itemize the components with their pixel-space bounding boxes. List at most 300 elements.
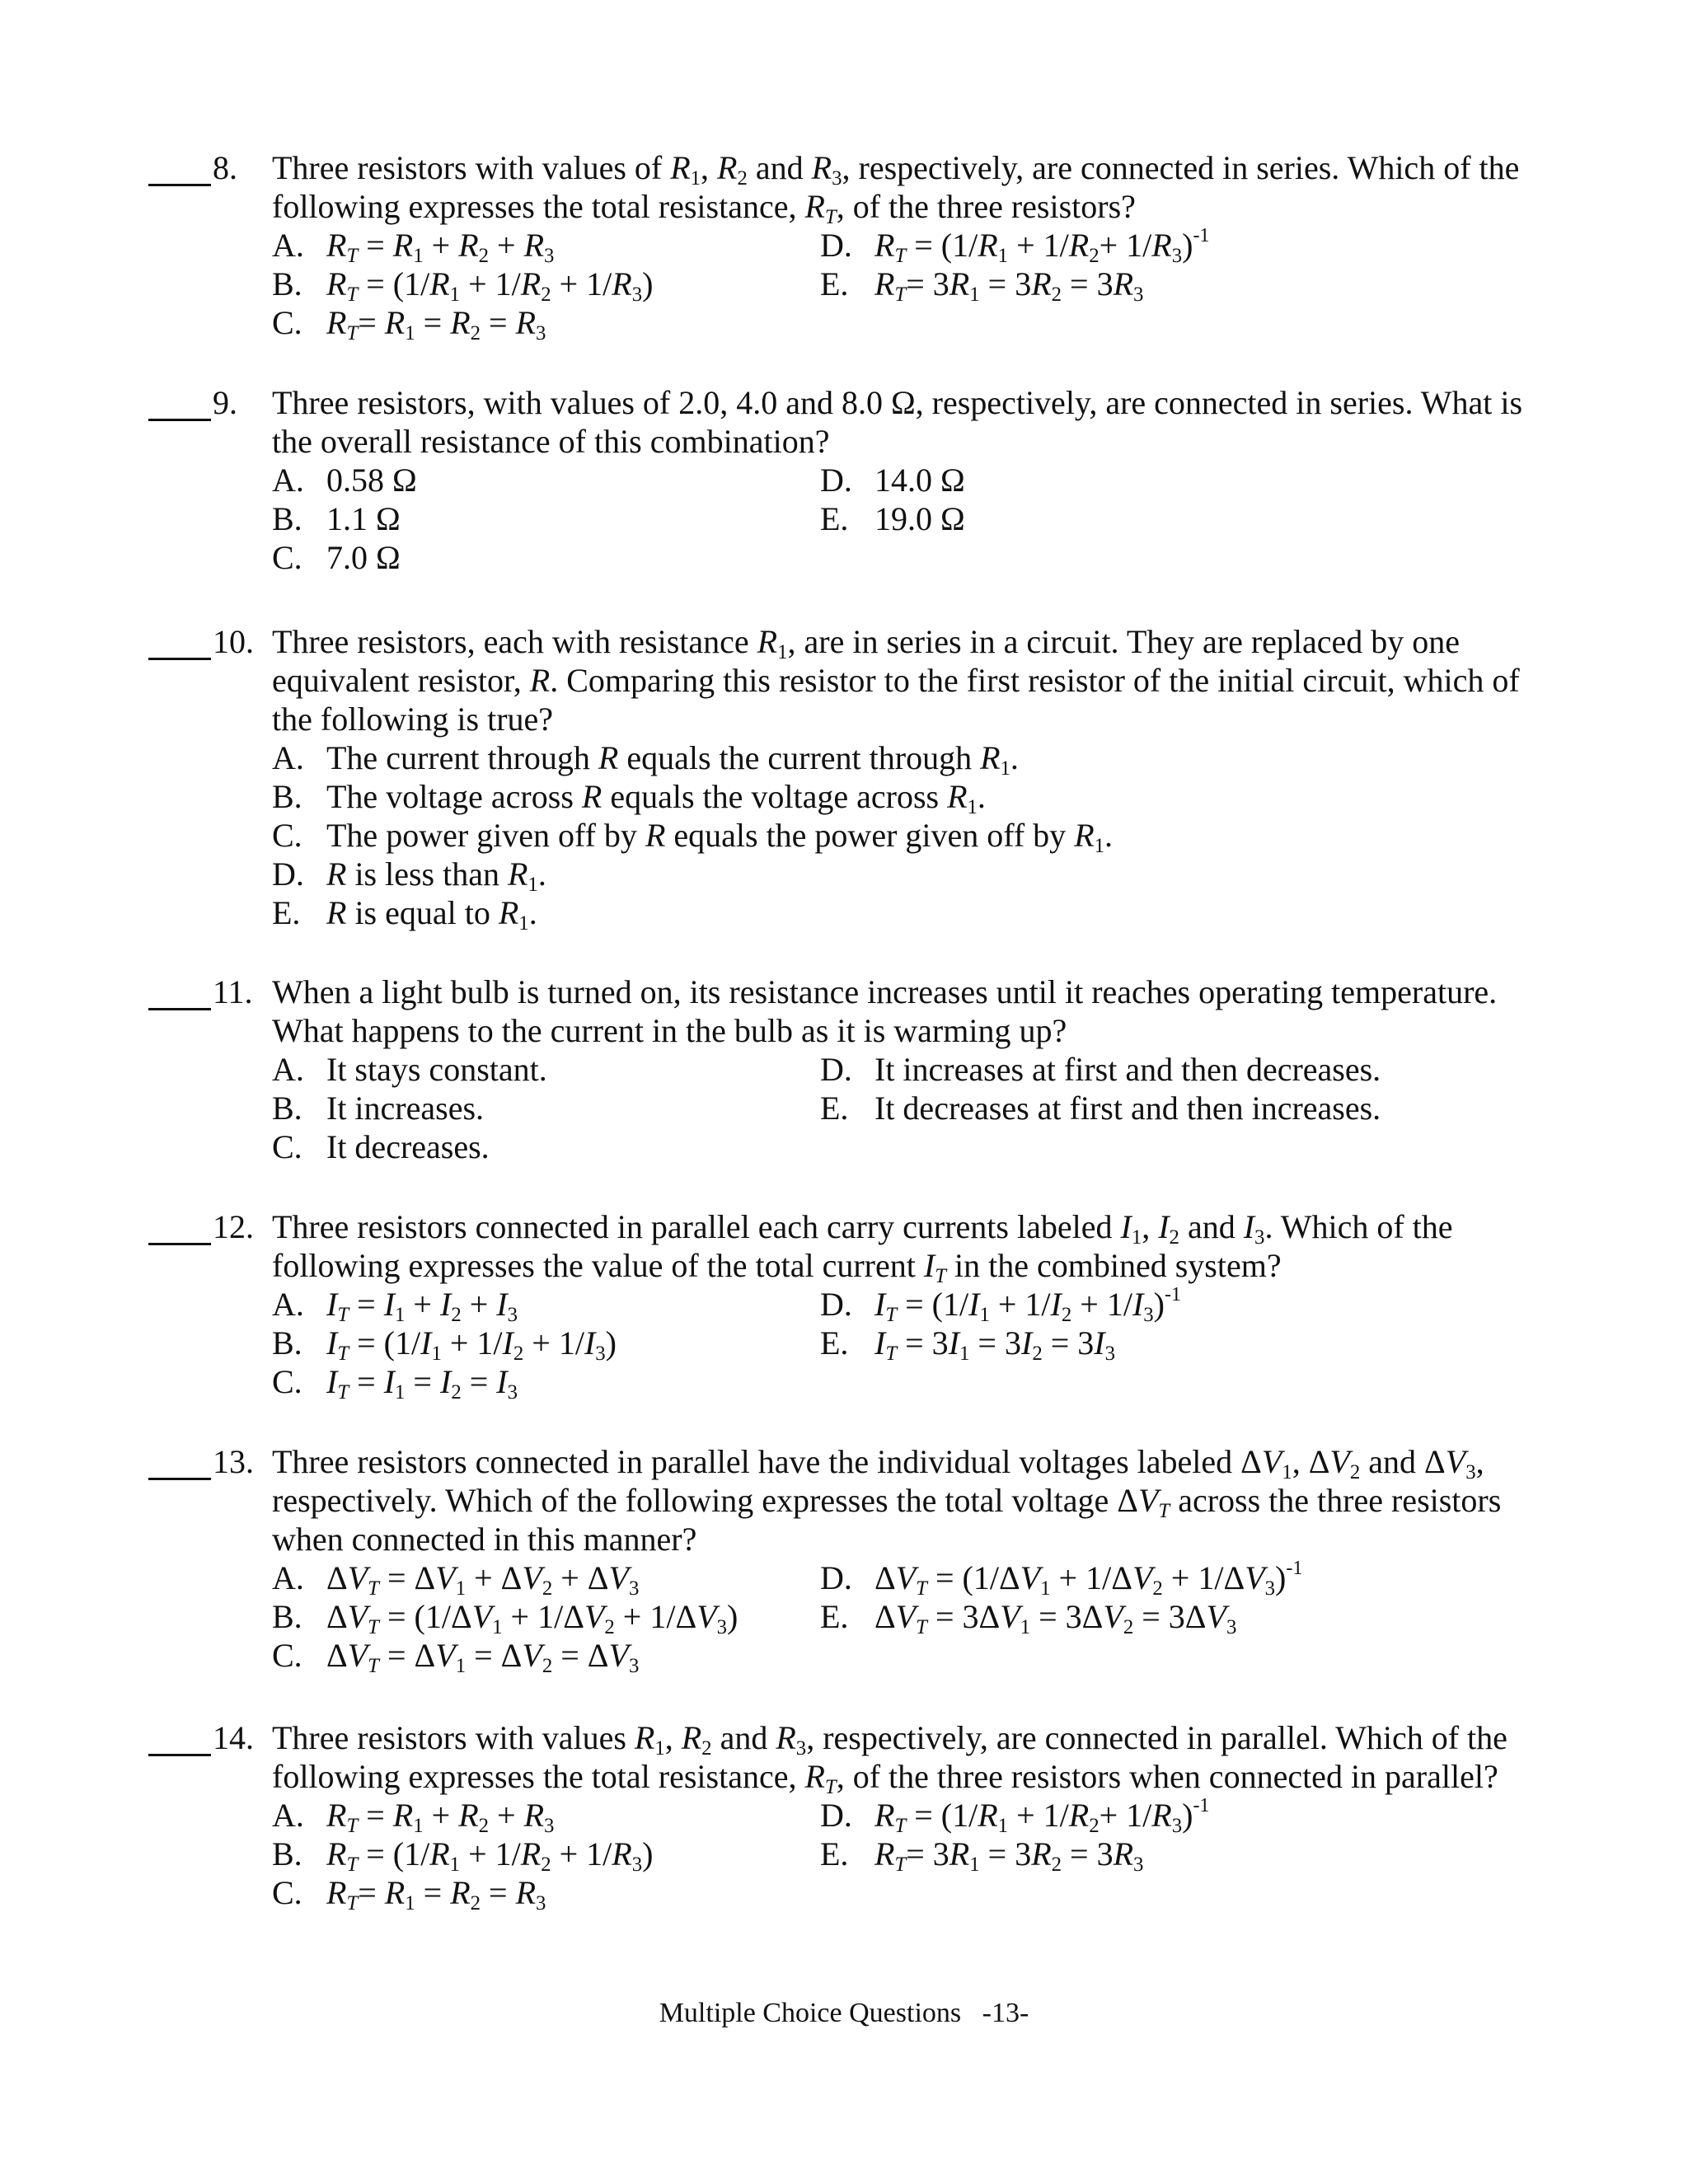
subscript: 1	[455, 1577, 467, 1600]
variable: I	[1020, 1324, 1033, 1361]
option-text: $R_T = R_1 + R_2 + R_3$	[326, 1797, 555, 1837]
variable: R	[978, 227, 998, 264]
option-letter: E.	[820, 1835, 849, 1872]
option-row	[272, 1285, 1541, 1324]
option-row	[272, 226, 1541, 265]
answer-option	[272, 893, 1541, 935]
answer-option	[272, 777, 1541, 816]
subscript: 2	[470, 1891, 481, 1915]
option-letter: B.	[272, 1835, 302, 1872]
subscript: T	[346, 321, 359, 344]
variable: R	[392, 227, 414, 264]
variable: I	[1243, 1208, 1255, 1245]
option-row	[272, 1597, 1541, 1636]
option-letter: E.	[272, 894, 301, 931]
option-letter: A.	[272, 462, 304, 499]
subscript: 2	[1123, 1615, 1134, 1638]
option-text: $I_T = 3I_1 = 3I_2 = 3I_3$	[874, 1324, 1116, 1365]
variable: V	[895, 1559, 917, 1596]
subscript: 3	[536, 1891, 546, 1915]
subscript: 2	[470, 321, 481, 344]
variable: R	[523, 227, 545, 264]
subscript: 1	[1020, 1615, 1031, 1638]
question-14	[148, 1718, 1541, 1915]
question-header	[148, 383, 1541, 461]
answer-option	[820, 226, 1209, 265]
variable: V	[1206, 1598, 1226, 1635]
answer-blank[interactable]	[148, 148, 211, 186]
option-text: $I_T = I_1 + I_2 + I_3$	[326, 1286, 518, 1326]
subscript: 1	[405, 1891, 415, 1915]
answer-option	[272, 1324, 820, 1365]
subscript: 1	[1000, 757, 1010, 780]
answer-option	[272, 538, 820, 577]
variable: V	[435, 1637, 456, 1674]
variable: R	[670, 149, 691, 186]
subscript: 2	[451, 1303, 462, 1326]
superscript: -1	[1286, 1558, 1303, 1579]
variable: V	[584, 1598, 605, 1635]
variable: R	[515, 304, 537, 341]
option-letter: D.	[820, 1797, 852, 1834]
option-letter: D.	[820, 1286, 852, 1323]
option-letter: C.	[272, 817, 302, 854]
subscript: 3	[795, 1736, 807, 1760]
subscript: 2	[478, 244, 490, 267]
option-letter: C.	[272, 1637, 302, 1674]
option-letter: D.	[272, 855, 304, 893]
answer-option	[272, 265, 820, 306]
variable: R	[326, 265, 347, 302]
answer-option	[272, 738, 1541, 780]
option-row	[272, 1089, 1541, 1127]
variable: I	[1120, 1208, 1132, 1245]
subscript: T	[1158, 1499, 1170, 1522]
subscript: 3	[595, 1342, 606, 1365]
variable: R	[520, 1835, 542, 1872]
option-row	[272, 1127, 1541, 1166]
option-text: The power given off by R equals the power given off by $R_1$.	[326, 817, 1114, 857]
answer-option	[272, 816, 1541, 855]
subscript: T	[916, 1615, 927, 1638]
variable: R	[326, 227, 347, 264]
subscript: T	[337, 1342, 349, 1365]
subscript: 1	[492, 1615, 503, 1638]
variable: I	[584, 1324, 596, 1361]
subscript: 3	[536, 321, 546, 344]
options	[148, 1284, 1541, 1404]
subscript: 1	[1094, 834, 1105, 857]
subscript: 1	[690, 166, 701, 190]
subscript: 1	[997, 1814, 1009, 1837]
variable: I	[383, 1363, 396, 1400]
option-text: $R_T = R_1 + R_2 + R_3$	[326, 227, 555, 267]
option-letter: C.	[272, 304, 302, 341]
variable: R	[612, 265, 632, 302]
subscript: T	[346, 1814, 359, 1837]
options	[148, 1795, 1541, 1915]
question-12	[148, 1207, 1541, 1404]
variable: R	[1068, 227, 1090, 264]
option-text: $I_T = (1/I_1 + 1/I_2 + 1/I_3)$	[326, 1324, 617, 1365]
variable: R	[757, 623, 778, 660]
question-header	[148, 1442, 1541, 1558]
answer-option	[272, 303, 820, 342]
subscript: 2	[513, 1342, 524, 1365]
variable: V	[347, 1598, 368, 1635]
option-letter: E.	[820, 500, 849, 537]
variable: R	[804, 188, 825, 225]
subscript: T	[346, 1853, 359, 1876]
answer-blank[interactable]	[148, 1207, 211, 1245]
variable: I	[496, 1363, 508, 1400]
option-letter: A.	[272, 227, 304, 264]
subscript: T	[346, 283, 359, 306]
answer-option	[272, 1873, 820, 1915]
variable: R	[811, 149, 832, 186]
variable: R	[634, 1719, 655, 1756]
subscript: 3	[1171, 1814, 1183, 1837]
subscript: T	[824, 205, 837, 228]
answer-option	[820, 1835, 1144, 1876]
variable: R	[980, 739, 1001, 776]
answer-blank[interactable]	[148, 972, 211, 1010]
option-letter: D.	[820, 227, 852, 264]
question-8	[148, 148, 1541, 342]
variable: R	[523, 1797, 545, 1834]
answer-option	[272, 226, 820, 265]
subscript: 3	[1133, 283, 1144, 306]
subscript: T	[346, 244, 359, 267]
subscript: 2	[1089, 244, 1100, 267]
variable: R	[326, 894, 347, 931]
question-stem: Three resistors connected in parallel have the individual voltages labeled $\Delta V_1$, $\Delta V_2$ and $\Delta V_3$, respectively. Which of the following expresses the total voltage $\Delta V_T$ across the three resistors when connected in this manner?	[272, 1443, 1502, 1558]
option-text: $\Delta V_T = \Delta V_1 = \Delta V_2 = \Delta V_3$	[326, 1637, 640, 1677]
option-letter: D.	[820, 1559, 852, 1596]
subscript: 2	[541, 283, 551, 306]
option-text: It decreases.	[326, 1128, 490, 1165]
subscript: 3	[1264, 1577, 1276, 1600]
option-text: 14.0 Ω	[874, 462, 965, 499]
variable: I	[383, 1286, 396, 1323]
question-number: 8.	[213, 149, 237, 186]
subscript: T	[894, 283, 907, 306]
page-footer	[0, 1997, 1688, 2030]
variable: I	[439, 1286, 452, 1323]
variable: R	[681, 1719, 702, 1756]
option-letter: B.	[272, 1324, 302, 1361]
variable: I	[968, 1286, 980, 1323]
option-text: It stays constant.	[326, 1051, 547, 1088]
subscript: 3	[544, 244, 555, 267]
option-row	[272, 1324, 1541, 1365]
subscript: 2	[541, 1853, 551, 1876]
variable: R	[520, 265, 542, 302]
option-text: It increases.	[326, 1090, 485, 1127]
option-row	[272, 1835, 1541, 1876]
footer-section: Multiple Choice Questions	[659, 1998, 962, 2028]
variable: V	[522, 1559, 542, 1596]
subscript: T	[346, 1891, 359, 1915]
subscript: 3	[1133, 1853, 1144, 1876]
variable: I	[1132, 1286, 1144, 1323]
question-stem: Three resistors with values $R_1$, $R_2$ and $R_3$, respectively, are connected in parallel. Which of the following expresses the total resistance, $R_T$, of the three resistors when connected in parallel?	[272, 1719, 1507, 1798]
variable: R	[384, 304, 406, 341]
subscript: T	[894, 1814, 907, 1837]
answer-blank[interactable]	[148, 1442, 211, 1480]
subscript: 2	[701, 1736, 712, 1760]
subscript: 1	[969, 1853, 980, 1876]
variable: I	[420, 1324, 432, 1361]
subscript: 1	[413, 1814, 424, 1837]
option-row	[272, 1050, 1541, 1089]
subscript: 2	[1051, 283, 1062, 306]
option-text: $R_T= 3R_1 = 3R_2 = 3R_3$	[874, 265, 1144, 306]
variable: R	[458, 1797, 479, 1834]
answer-option	[820, 1796, 1209, 1835]
option-text: R is less than $R_1$.	[326, 855, 546, 896]
variable: V	[1137, 1482, 1159, 1519]
subscript: 2	[1089, 1814, 1100, 1837]
variable: R	[326, 1874, 347, 1911]
variable: V	[608, 1637, 629, 1674]
question-9	[148, 383, 1541, 577]
option-text: $\Delta V_T = 3\Delta V_1 = 3\Delta V_2 = 3\Delta V_3$	[874, 1598, 1237, 1638]
variable: V	[471, 1598, 493, 1635]
options	[148, 1050, 1541, 1166]
variable: R	[429, 265, 450, 302]
option-text: $R_T = (1/R_1 + 1/R_2 + 1/R_3)$	[326, 1835, 654, 1876]
option-letter: C.	[272, 1874, 302, 1911]
subscript: 1	[405, 321, 415, 344]
option-text: It increases at first and then decreases.	[874, 1051, 1381, 1088]
option-text: R is equal to $R_1$.	[326, 894, 537, 935]
variable: I	[326, 1324, 338, 1361]
variable: R	[384, 1874, 406, 1911]
question-13	[148, 1442, 1541, 1675]
variable: R	[949, 265, 970, 302]
answer-option	[820, 1285, 1181, 1324]
option-text: It decreases at first and then increases.	[874, 1090, 1381, 1127]
variable: R	[598, 739, 619, 776]
answer-option	[272, 1362, 820, 1404]
option-text: $R_T = (1/R_1 + 1/R_2 + 1/R_3)$	[326, 265, 654, 306]
option-text: $R_T= R_1 = R_2 = R_3$	[326, 1874, 546, 1915]
variable: I	[1094, 1324, 1105, 1361]
variable: R	[1151, 227, 1172, 264]
option-letter: E.	[820, 265, 849, 302]
variable: V	[347, 1637, 368, 1674]
footer-page-number: -13-	[982, 1998, 1029, 2028]
answer-option	[820, 461, 965, 499]
option-letter: E.	[820, 1324, 849, 1361]
question-header	[148, 148, 1541, 226]
variable: R	[450, 304, 471, 341]
option-text: 19.0 Ω	[874, 500, 965, 537]
option-letter: A.	[272, 1051, 304, 1088]
subscript: 1	[997, 244, 1009, 267]
answer-option	[272, 461, 820, 499]
question-number: 12.	[213, 1208, 254, 1245]
variable: I	[948, 1324, 960, 1361]
variable: R	[515, 1874, 537, 1911]
question-stem: Three resistors connected in parallel each carry currents labeled $I_1$, $I_2$ and $I_3$. Which of the following expresses the value of the total current $I_T$ in the combined system?	[272, 1208, 1453, 1287]
subscript: T	[368, 1615, 379, 1638]
variable: R	[874, 1835, 895, 1872]
variable: R	[1068, 1797, 1090, 1834]
subscript: 1	[969, 283, 980, 306]
subscript: 1	[395, 1303, 406, 1326]
option-text: $\Delta V_T = (1/\Delta V_1 + 1/\Delta V_2 + 1/\Delta V_3)$	[326, 1598, 738, 1638]
question-number: 13.	[213, 1443, 254, 1480]
variable: I	[1158, 1208, 1170, 1245]
option-text: $R_T = (1/R_1 + 1/R_2+ 1/R_3)^{-1}$	[874, 225, 1210, 267]
option-text: $\Delta V_T = (1/\Delta V_1 + 1/\Delta V_2 + 1/\Delta V_3)^{-1}$	[874, 1558, 1303, 1600]
variable: R	[429, 1835, 450, 1872]
answer-option	[820, 1558, 1303, 1600]
subscript: T	[885, 1342, 898, 1365]
option-letter: E.	[820, 1598, 849, 1635]
question-10	[148, 622, 1541, 935]
variable: R	[458, 227, 479, 264]
subscript: 2	[542, 1654, 553, 1677]
option-letter: B.	[272, 1090, 302, 1127]
option-letter: A.	[272, 1286, 304, 1323]
variable: I	[874, 1286, 886, 1323]
option-row	[272, 1796, 1541, 1835]
variable: R	[326, 304, 347, 341]
subscript: 1	[979, 1303, 990, 1326]
option-letter: A.	[272, 1797, 304, 1834]
variable: V	[1329, 1443, 1350, 1480]
subscript: 2	[737, 166, 748, 190]
subscript: 2	[1051, 1853, 1062, 1876]
option-row	[272, 461, 1541, 499]
variable: I	[502, 1324, 513, 1361]
question-header	[148, 1207, 1541, 1285]
variable: R	[1113, 1835, 1134, 1872]
variable: V	[895, 1598, 917, 1635]
subscript: 2	[604, 1615, 615, 1638]
answer-option	[272, 1050, 820, 1089]
variable: R	[612, 1835, 632, 1872]
variable: I	[923, 1247, 935, 1284]
variable: I	[326, 1286, 338, 1323]
subscript: 3	[507, 1380, 518, 1404]
variable: I	[874, 1324, 886, 1361]
superscript: -1	[1165, 1284, 1181, 1305]
option-text: The current through R equals the current through $R_1$.	[326, 739, 1019, 780]
option-text: $\Delta V_T = \Delta V_1 + \Delta V_2 + \Delta V_3$	[326, 1559, 640, 1600]
option-letter: B.	[272, 1598, 302, 1635]
option-letter: B.	[272, 778, 302, 815]
option-letter: C.	[272, 1128, 302, 1165]
option-letter: A.	[272, 739, 304, 776]
variable: V	[347, 1559, 368, 1596]
subscript: 2	[542, 1577, 553, 1600]
option-letter: A.	[272, 1559, 304, 1596]
subscript: 1	[431, 1342, 442, 1365]
subscript: 1	[449, 1853, 461, 1876]
option-row	[272, 265, 1541, 306]
answer-blank[interactable]	[148, 383, 211, 421]
subscript: 3	[1104, 1342, 1116, 1365]
variable: V	[1000, 1598, 1020, 1635]
subscript: 2	[451, 1380, 462, 1404]
subscript: T	[935, 1264, 946, 1287]
subscript: 3	[832, 166, 842, 190]
question-stem: Three resistors, each with resistance $R_1$, are in series in a circuit. They are replaced by one equivalent resistor, R. Comparing this resistor to the first resistor of the initial circuit, which of the following is true?	[272, 623, 1520, 738]
answer-option	[820, 1324, 1116, 1365]
subscript: 3	[1254, 1226, 1265, 1249]
option-letter: B.	[272, 500, 302, 537]
answer-option	[272, 499, 820, 538]
question-stem: When a light bulb is turned on, its resistance increases until it reaches operating temperature. What happens to the current in the bulb as it is warming up?	[272, 973, 1498, 1049]
option-row	[272, 303, 1541, 342]
variable: V	[1132, 1559, 1153, 1596]
answer-option	[820, 1597, 1236, 1636]
variable: V	[1245, 1559, 1265, 1596]
question-number: 9.	[213, 384, 237, 421]
option-row	[272, 1873, 1541, 1915]
option-text: $R_T= 3R_1 = 3R_2 = 3R_3$	[874, 1835, 1144, 1876]
answer-option	[272, 1558, 820, 1600]
answer-option	[820, 1050, 1381, 1089]
question-number: 10.	[213, 623, 254, 660]
answer-option	[820, 1089, 1381, 1127]
subscript: 1	[518, 912, 529, 935]
variable: V	[1445, 1443, 1466, 1480]
answer-option	[272, 1597, 820, 1636]
question-stem: Three resistors, with values of 2.0, 4.0 and 8.0 Ω, respectively, are connected in series. What is the overall resistance of this combination?	[272, 384, 1523, 460]
answer-blank[interactable]	[148, 1718, 211, 1756]
subscript: 2	[1032, 1342, 1043, 1365]
variable: R	[326, 1797, 347, 1834]
variable: V	[608, 1559, 629, 1596]
variable: R	[326, 855, 347, 893]
subscript: 3	[631, 283, 643, 306]
answer-option	[272, 1127, 820, 1166]
subscript: 1	[777, 640, 788, 663]
subscript: 2	[1061, 1303, 1072, 1326]
variable: R	[392, 1797, 414, 1834]
subscript: 3	[631, 1853, 643, 1876]
subscript: 1	[1282, 1460, 1292, 1483]
subscript: T	[885, 1303, 898, 1326]
answer-option	[272, 1089, 820, 1127]
options	[148, 226, 1541, 342]
answer-blank[interactable]	[148, 622, 211, 660]
variable: R	[1031, 1835, 1052, 1872]
subscript: 1	[449, 283, 461, 306]
subscript: 2	[1152, 1577, 1163, 1600]
options	[148, 1558, 1541, 1675]
subscript: T	[337, 1303, 349, 1326]
variable: R	[581, 778, 603, 815]
subscript: 1	[455, 1654, 467, 1677]
variable: I	[439, 1363, 452, 1400]
option-text: 0.58 Ω	[326, 462, 417, 499]
subscript: 3	[544, 1814, 555, 1837]
option-text: The voltage across R equals the voltage across $R_1$.	[326, 778, 986, 818]
answer-option	[820, 265, 1144, 306]
option-row	[272, 1362, 1541, 1404]
answer-option	[272, 1796, 820, 1835]
variable: R	[1113, 265, 1134, 302]
variable: R	[949, 1835, 970, 1872]
answer-option	[272, 1636, 820, 1675]
answer-option	[272, 855, 1541, 896]
